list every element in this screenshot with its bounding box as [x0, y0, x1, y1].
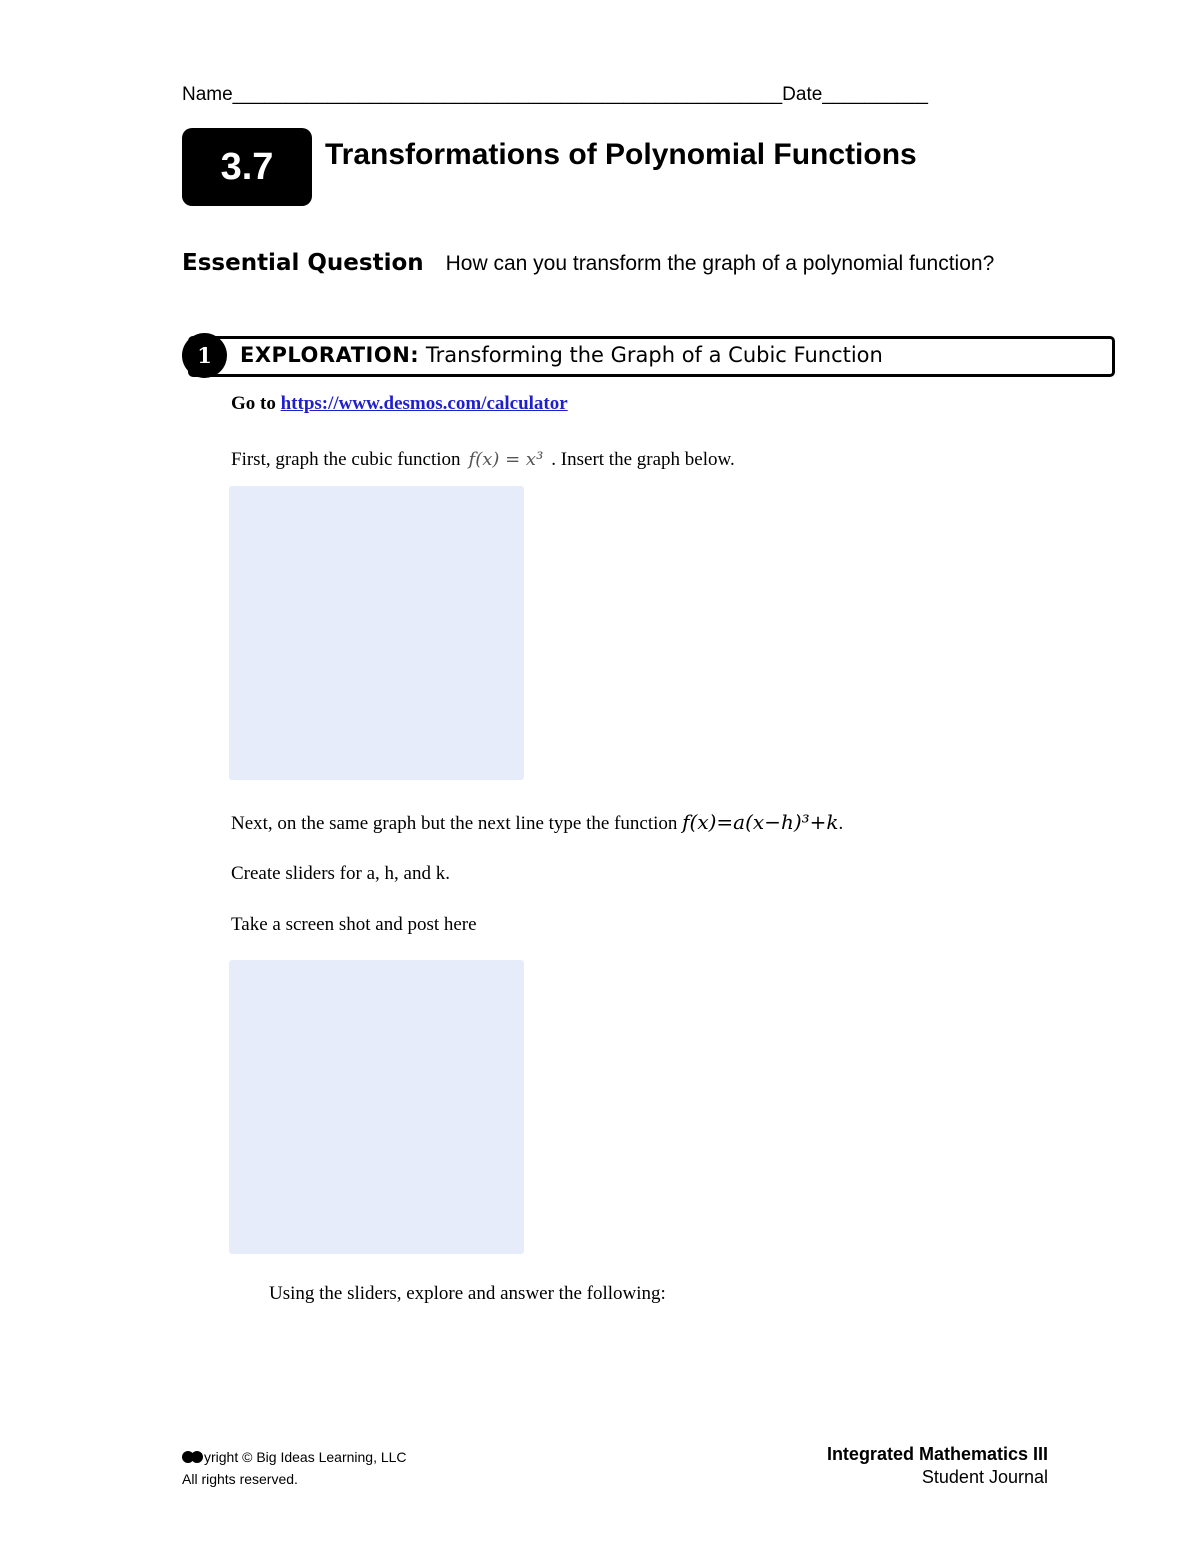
exploration-title: Transforming the Graph of a Cubic Function: [425, 343, 883, 367]
desmos-link[interactable]: https://www.desmos.com/calculator: [280, 393, 568, 414]
sliders-instruction: Create sliders for a, h, and k.: [231, 863, 450, 884]
essential-question: [182, 248, 1042, 279]
graph-placeholder-2[interactable]: [229, 960, 524, 1254]
goto-instruction: [231, 393, 568, 415]
lesson-number-badge: 3.7: [182, 128, 312, 206]
book-subtitle: Student Journal: [921, 1467, 1048, 1487]
next-instruction-text: Next, on the same graph but the next line type the function: [231, 813, 678, 834]
book-title: Integrated Mathematics III: [826, 1444, 1048, 1464]
cubic-function-formula: f(x) = x³: [468, 449, 544, 470]
copyright-text: yright © Big Ideas Learning, LLC: [204, 1449, 407, 1465]
first-instruction-text: First, graph the cubic function: [231, 449, 461, 470]
screenshot-instruction: Take a screen shot and post here: [231, 914, 477, 935]
page-number-icon: [182, 1450, 204, 1464]
exploration-label: EXPLORATION:: [240, 343, 420, 367]
footer-copyright: [182, 1446, 407, 1490]
name-date-line: Name____________________________________________________Date__________: [182, 84, 928, 105]
footer-book-info: [780, 1443, 1048, 1489]
essential-question-text: How can you transform the graph of a polynomial function?: [445, 252, 995, 275]
essential-question-label: Essential Question: [182, 250, 424, 276]
next-instruction-end: .: [838, 813, 844, 834]
first-instruction: [231, 449, 735, 471]
lesson-title: Transformations of Polynomial Functions: [325, 138, 917, 171]
exploration-number-badge: 1: [182, 333, 227, 378]
rights-text: All rights reserved.: [182, 1471, 298, 1487]
exploration-heading: [240, 343, 883, 367]
goto-label: Go to: [231, 393, 276, 414]
explore-instruction: Using the sliders, explore and answer the following:: [269, 1283, 666, 1304]
first-instruction-end: . Insert the graph below.: [551, 449, 735, 470]
transformed-function-formula: f(x)=a(x−h)³+k: [682, 810, 839, 834]
next-instruction: [231, 810, 843, 835]
graph-placeholder-1[interactable]: [229, 486, 524, 780]
